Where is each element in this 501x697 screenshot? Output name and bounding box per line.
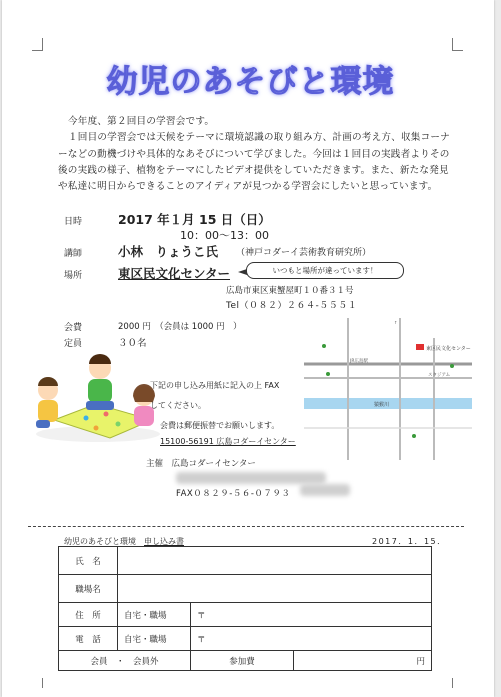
venue-change-callout: いつもと場所が違っています！: [246, 262, 404, 279]
workplace-label: 職場名: [59, 575, 118, 603]
boy-left-figure: [36, 377, 58, 428]
speaker-name: 小林 りょうこ氏: [118, 244, 219, 259]
intro-line: 今年度、第２回目の学習会です。: [68, 116, 215, 127]
address-label: 住 所: [59, 603, 118, 627]
map-stadium-label: スタジアム: [428, 373, 451, 378]
fax-number: FAX０８２９-５６-０７９３: [176, 489, 291, 499]
phone-type: 自宅・職場: [118, 627, 191, 651]
boy-center-figure: [86, 354, 114, 410]
capacity-value: ３０名: [118, 338, 147, 349]
map-venue-label: 東区民文化センター: [426, 346, 471, 352]
intro-line: ーなどの動機づけや具体的なあそびについて学びました。今回は１回目の実践者よりその: [58, 148, 450, 160]
fee-label: 会費: [64, 323, 83, 333]
phone-field[interactable]: 〒: [191, 627, 432, 651]
map-station-label: JR広島駅: [350, 359, 368, 364]
apply-instruction: 下記の申し込み用紙に記入の上 FAX: [150, 381, 280, 390]
payment-instruction: 会費は郵便振替でお願いします。: [160, 421, 280, 430]
area-map: [304, 318, 472, 460]
redacted-text: [300, 484, 350, 496]
intro-line: や私達に明日からできることのアイディアが見つかる学習会にしたいと思っています。: [58, 181, 438, 193]
intro-paragraph: [58, 114, 462, 195]
date-label: 日時: [64, 217, 83, 227]
workplace-field[interactable]: [118, 575, 432, 603]
svg-text:↑: ↑: [394, 320, 398, 325]
cut-line: [28, 526, 464, 527]
form-title: 幼児のあそびと環境 申し込み書: [64, 537, 184, 546]
date-value: 2017 年１月 15 日（日）: [118, 212, 271, 227]
speaker-label: 講師: [64, 249, 83, 259]
intro-line: １回目の学習会では天候をテーマに環境認識の取り組み方、計画の考え方、収集コーナ: [68, 132, 450, 144]
address-field[interactable]: 〒: [191, 603, 432, 627]
speaker-affiliation: （神戸コダーイ芸術教育研究所）: [236, 248, 372, 258]
map-river-label: 猿猴川: [374, 402, 390, 408]
postal-account: 15100-56191 広島コダーイセンター: [160, 437, 296, 446]
address-type: 自宅・職場: [118, 603, 191, 627]
fee-value: 2000 円 （会員は 1000 円 ）: [118, 322, 242, 332]
document-title: 幼児のあそびと環境: [106, 64, 395, 100]
crop-mark: [32, 38, 43, 51]
intro-line: 後の実践の様子、植物をテーマにしたビデオ提供をしていただきます。また、新たな発見: [58, 164, 449, 176]
place-label: 場所: [64, 271, 83, 281]
venue-name: 東区民文化センター: [118, 266, 231, 281]
name-label: 氏 名: [59, 547, 118, 575]
phone-label: 電 話: [59, 627, 118, 651]
member-choice[interactable]: 会員 ・ 会員外: [59, 651, 191, 671]
organizer: 主催 広島コダーイセンター: [146, 459, 256, 469]
fee-yen[interactable]: 円: [294, 651, 432, 671]
apply-instruction: してください。: [150, 401, 206, 410]
crop-mark: [452, 38, 463, 51]
application-form: [58, 546, 432, 671]
name-field[interactable]: [118, 547, 432, 575]
venue-address: 広島市東区東蟹屋町１０番３１号: [226, 286, 354, 296]
fee-label-form: 参加費: [191, 651, 294, 671]
time-value: 10：00～13：00: [180, 229, 269, 242]
capacity-label: 定員: [64, 339, 83, 349]
children-playing-illustration: [26, 346, 168, 446]
crop-mark: [452, 678, 463, 688]
redacted-text: [176, 472, 326, 484]
form-date: 2017．1．15．: [372, 537, 447, 546]
venue-tel: Tel（０８２）２６４-５５５１: [226, 301, 358, 311]
crop-mark: [32, 678, 43, 688]
